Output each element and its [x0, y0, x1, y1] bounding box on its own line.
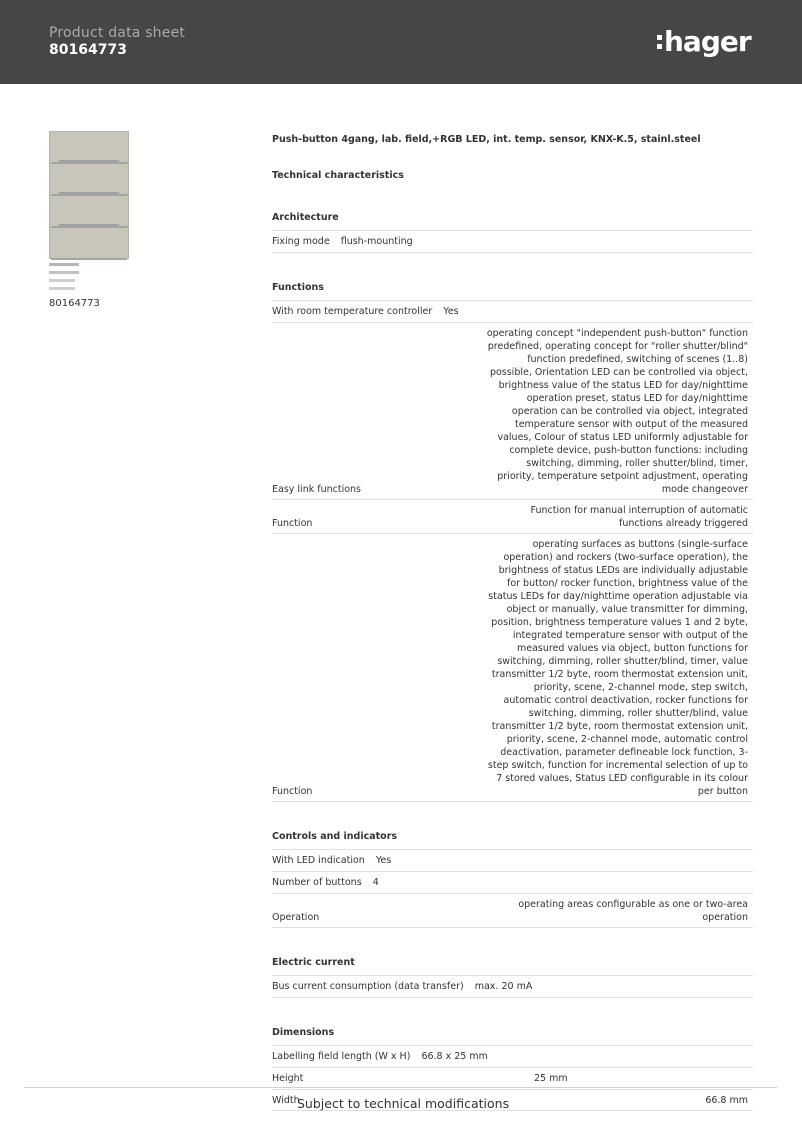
spec-label: Function: [272, 786, 313, 797]
header-bar: [0, 0, 802, 84]
spec-value: 66.8 x 25 mm: [421, 1051, 488, 1062]
spec-label: Function: [272, 518, 313, 529]
product-image: [49, 131, 129, 259]
spec-label: Fixing mode: [272, 236, 330, 247]
spec-value: Yes: [443, 306, 459, 317]
spec-label: Width: [272, 1095, 300, 1106]
spec-value: Yes: [375, 855, 392, 866]
spec-value: 66.8 mm: [705, 1095, 748, 1106]
spec-label: Operation: [272, 912, 320, 923]
spec-value: operating concept "independent push-button" function predefined, operating concept for "roller shutter/blind" function predefined, switching of scenes (1..8) possible, Orientation LED can be controlled via object, brightness value of the status LED for day/nighttime operation preset, status LED for day/nighttime operation can be controlled via object, integrated temperature sensor with output of the measured values, Colour of status LED uniformly adjustable for complete device, push-button functions: including switching, dimming, roller shutter/blind, timer, priority, temperature setpoint adjustment, operating mode changeover: [486, 328, 748, 495]
product-thumbnails[interactable]: [49, 263, 81, 295]
spec-label: Easy link functions: [272, 484, 361, 495]
spec-label: Height: [272, 1073, 304, 1084]
spec-value: max. 20 mA: [474, 981, 533, 992]
section-architecture-title: Architecture: [272, 211, 753, 231]
section-functions-title: Functions: [272, 281, 753, 301]
spec-value: operating areas configurable as one or two-area operation: [518, 899, 748, 923]
spec-row: [272, 534, 753, 802]
spec-value: 4: [372, 877, 379, 888]
spec-value: flush-mounting: [340, 236, 413, 247]
footer-divider: [24, 1087, 777, 1088]
product-title: Push-button 4gang, lab. field,+RGB LED, int. temp. sensor, KNX-K.5, stainl.steel: [272, 134, 701, 145]
hager-logo: [657, 24, 751, 60]
spec-row: [272, 323, 753, 500]
technical-characteristics-heading: Technical characteristics: [272, 170, 404, 181]
spec-row: [272, 500, 753, 534]
spec-label: With room temperature controller: [272, 306, 433, 317]
spec-row: [272, 1046, 753, 1068]
spec-row: [272, 301, 753, 323]
spec-label: Number of buttons: [272, 877, 362, 888]
footer-note: Subject to technical modifications: [297, 1096, 510, 1111]
section-dimensions-title: Dimensions: [272, 1026, 753, 1046]
spec-label: With LED indication: [272, 855, 365, 866]
spec-row: [272, 894, 753, 928]
spec-row: [272, 850, 753, 872]
spec-row: [272, 976, 753, 998]
spec-label: Bus current consumption (data transfer): [272, 981, 464, 992]
datasheet-content: [272, 133, 753, 1111]
section-controls-title: Controls and indicators: [272, 830, 753, 850]
document-number: 80164773: [49, 42, 127, 58]
side-product-code: 80164773: [49, 298, 100, 309]
section-electric-title: Electric current: [272, 956, 753, 976]
spec-row: [272, 872, 753, 894]
logo-wordmark: hager: [664, 25, 751, 58]
spec-value: operating surfaces as buttons (single-surface operation) and rockers (two-surface operation), the brightness of status LEDs are individually adjustable for button/ rocker function, brightness value of the status LEDs for day/nighttime operation adjustable via object or manually, value transmitter for dimming, position, brightness temperature values 1 and 2 byte, integrated temperature sensor with output of the measured values via object, button functions for switching, dimming, roller shutter/blind, timer, value transmitter 1/2 byte, room thermostat extension unit, priority, scene, 2-channel mode, step switch, automatic control deactivation, rocker functions for switching, dimming, roller shutter/blind, value transmitter 1/2 byte, room thermostat extension unit, priority, scene, 2-channel mode, automatic control deactivation, parameter defineable lock function, 3-step switch, function for incremental selection of up to 7 stored values, Status LED configurable in its colour per button: [487, 539, 748, 797]
spec-value: Function for manual interruption of automatic functions already triggered: [530, 505, 748, 529]
logo-dots-icon: [657, 33, 662, 51]
spec-row: [272, 231, 753, 253]
spec-label: Labelling field length (W x H): [272, 1051, 411, 1062]
spec-value: 25 mm: [534, 1073, 568, 1084]
document-type: Product data sheet: [49, 25, 186, 41]
